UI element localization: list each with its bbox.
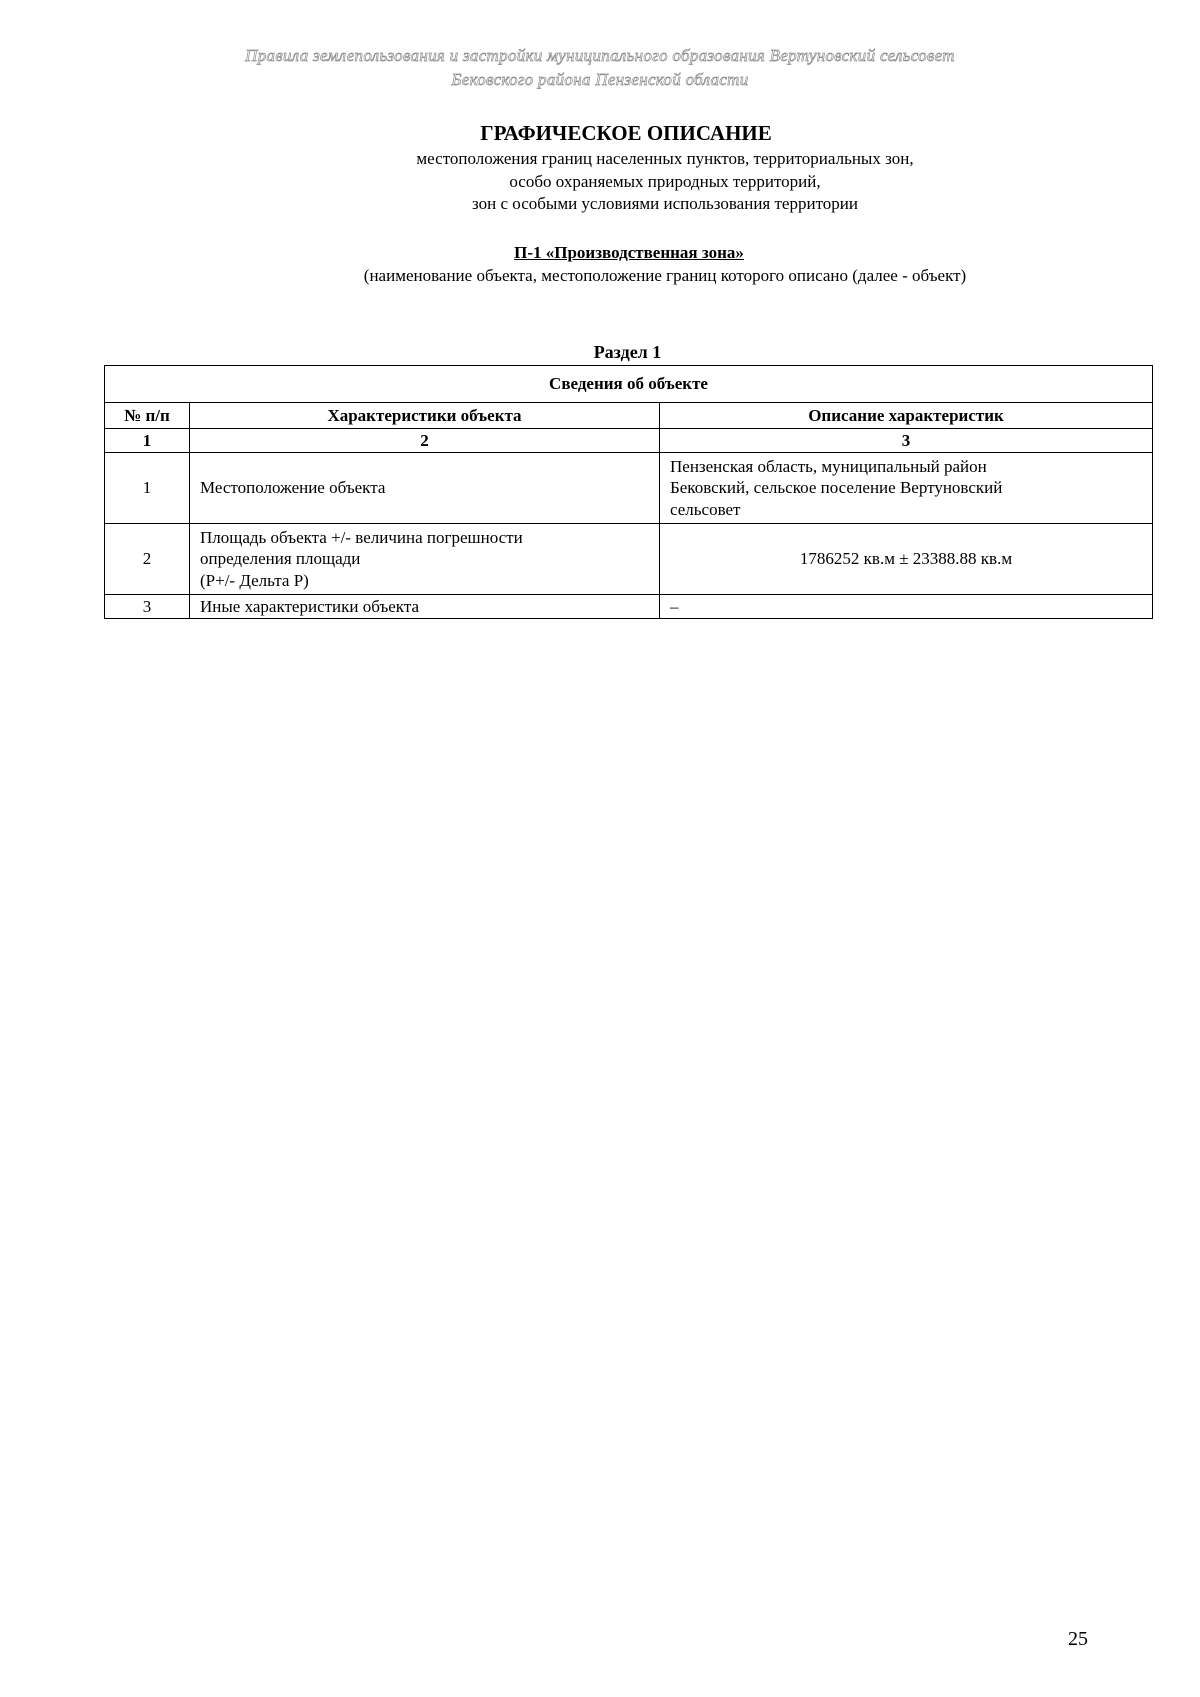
table-header-row — [105, 403, 1153, 429]
object-name-note: (наименование объекта, местоположение границ которого описано (далее - объект) — [363, 266, 967, 285]
cell-line: – — [670, 596, 679, 616]
row-description — [660, 453, 1153, 524]
row-description — [660, 595, 1153, 619]
running-header-line-2: Бековского района Пензенской области — [451, 70, 749, 89]
row-characteristic — [190, 453, 660, 524]
cell-line: Иные характеристики объекта — [200, 596, 420, 616]
cell-line: сельсовет — [670, 499, 741, 519]
cell-line: 1786252 кв.м ± 23388.88 кв.м — [799, 549, 1013, 569]
column-number-3: 3 — [660, 429, 1153, 453]
cell-line: Пензенская область, муниципальный район — [670, 456, 987, 476]
running-header-line-1: Правила землепользования и застройки муниципального образования Вертуновский сельсовет — [245, 46, 955, 65]
section-title: Раздел 1 — [593, 342, 662, 362]
table-caption-row — [105, 366, 1153, 403]
cell-line: Бековский, сельское поселение Вертуновский — [670, 478, 1003, 498]
row-description — [660, 524, 1153, 595]
cell-line: Местоположение объекта — [200, 478, 386, 498]
column-header-characteristic: Характеристики объекта — [190, 403, 660, 429]
table-caption: Сведения об объекте — [105, 366, 1153, 403]
table-row — [105, 453, 1153, 524]
table-column-numbers-row — [105, 429, 1153, 453]
row-number: 2 — [105, 524, 190, 595]
document-subtitle — [0, 148, 1200, 216]
row-number: 1 — [105, 453, 190, 524]
row-characteristic — [190, 595, 660, 619]
page-number: 25 — [1068, 1628, 1088, 1650]
cell-line: (P+/- Дельта P) — [200, 570, 309, 590]
table-row — [105, 524, 1153, 595]
running-header — [0, 44, 1200, 92]
table-row — [105, 595, 1153, 619]
row-characteristic — [190, 524, 660, 595]
object-info-table — [104, 365, 1153, 619]
column-number-2: 2 — [190, 429, 660, 453]
subtitle-line-3: зон с особыми условиями использования территории — [472, 194, 858, 213]
column-number-1: 1 — [105, 429, 190, 453]
cell-line: определения площади — [200, 549, 361, 569]
row-number: 3 — [105, 595, 190, 619]
subtitle-line-1: местоположения границ населенных пунктов, территориальных зон, — [416, 149, 914, 168]
column-header-number: № п/п — [105, 403, 190, 429]
object-name: П-1 «Производственная зона» — [514, 243, 744, 262]
cell-line: Площадь объекта +/- величина погрешности — [200, 527, 523, 547]
subtitle-line-2: особо охраняемых природных территорий, — [509, 171, 821, 191]
column-header-description: Описание характеристик — [660, 403, 1153, 429]
document-title: ГРАФИЧЕСКОЕ ОПИСАНИЕ — [480, 121, 772, 145]
